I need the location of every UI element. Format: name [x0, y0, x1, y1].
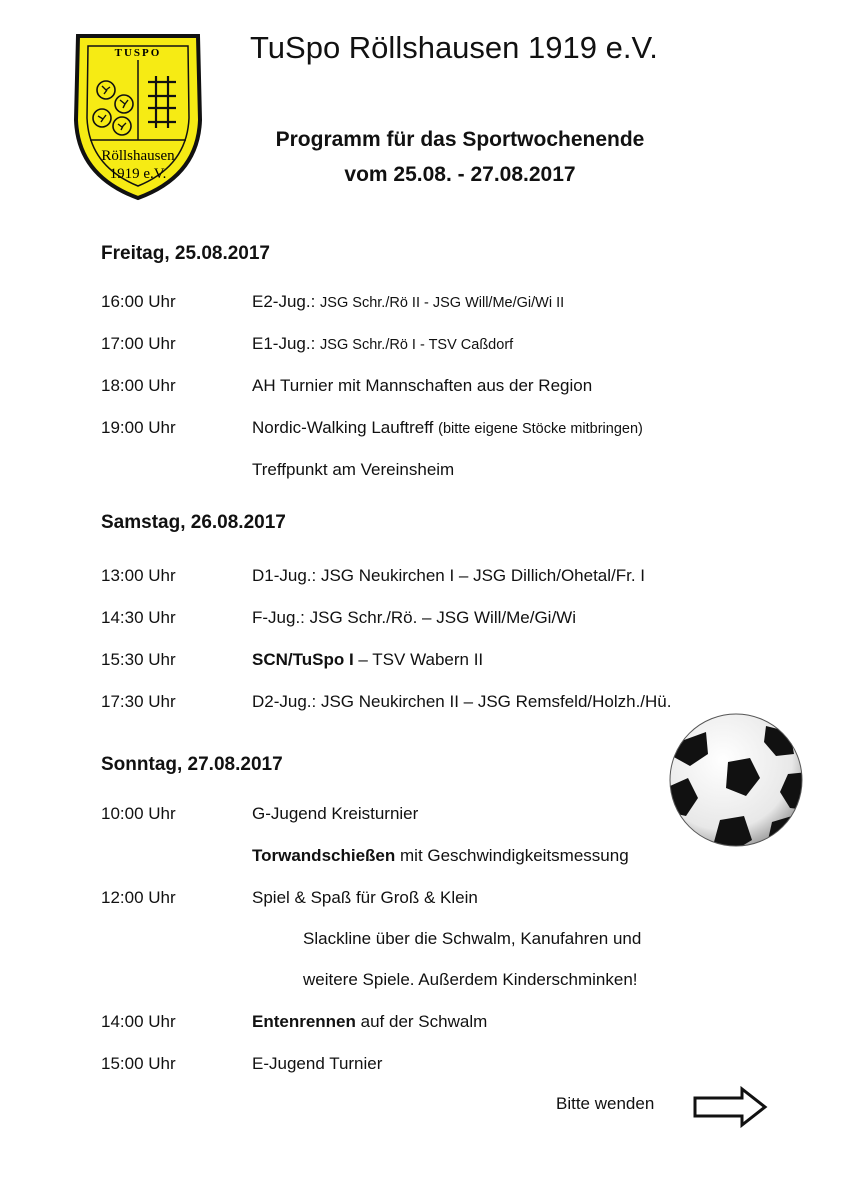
event-detail-line: weitere Spiele. Außerdem Kinderschminken!	[303, 970, 638, 989]
event-team-label: E2-Jug.:	[252, 292, 316, 311]
time-label: 14:00 Uhr	[101, 1012, 176, 1031]
day-heading-friday: Freitag, 25.08.2017	[101, 243, 270, 264]
time-label: 12:00 Uhr	[101, 888, 176, 907]
event-bold-label: Torwandschießen	[252, 846, 396, 865]
event-description	[252, 650, 483, 670]
event-bold-label: SCN/TuSpo I	[252, 650, 354, 669]
event-title: Nordic-Walking Lauftreff	[252, 418, 434, 437]
event-description: E-Jugend Turnier	[252, 1054, 383, 1073]
time-label: 19:00 Uhr	[101, 418, 176, 437]
event-description	[252, 418, 643, 438]
program-subtitle-2: vom 25.08. - 27.08.2017	[344, 163, 576, 186]
time-label: 13:00 Uhr	[101, 566, 176, 585]
time-label: 18:00 Uhr	[101, 376, 176, 395]
event-team-label: E1-Jug.:	[252, 334, 316, 353]
event-rest: auf der Schwalm	[360, 1012, 488, 1031]
logo-bottom-text-2: 1919 e.V.	[109, 166, 167, 182]
event-rest: mit Geschwindigkeitsmessung	[400, 846, 629, 865]
page-title: TuSpo Röllshausen 1919 e.V.	[250, 30, 658, 65]
time-label: 16:00 Uhr	[101, 292, 176, 311]
event-description	[252, 1012, 487, 1032]
event-description: D2-Jug.: JSG Neukirchen II – JSG Remsfeld/Holzh./Hü.	[252, 692, 672, 711]
event-description	[252, 846, 629, 866]
event-match-detail: JSG Schr./Rö I - TSV Caßdorf	[320, 337, 514, 353]
time-label: 10:00 Uhr	[101, 804, 176, 823]
event-description	[252, 292, 564, 312]
event-rest: – TSV Wabern II	[358, 650, 484, 669]
time-label: 15:00 Uhr	[101, 1054, 176, 1073]
event-description: Spiel & Spaß für Groß & Klein	[252, 888, 478, 907]
logo-bottom-text-1: Röllshausen	[101, 148, 175, 164]
soccer-ball-icon	[668, 712, 804, 848]
turn-page-label: Bitte wenden	[556, 1094, 655, 1113]
day-heading-sunday: Sonntag, 27.08.2017	[101, 754, 283, 775]
event-description: AH Turnier mit Mannschaften aus der Region	[252, 376, 593, 395]
event-description	[252, 334, 513, 354]
event-match-detail: JSG Schr./Rö II - JSG Will/Me/Gi/Wi II	[320, 295, 565, 311]
event-description: D1-Jug.: JSG Neukirchen I – JSG Dillich/Ohetal/Fr. I	[252, 566, 646, 585]
event-description: Treffpunkt am Vereinsheim	[252, 460, 455, 479]
day-heading-saturday: Samstag, 26.08.2017	[101, 512, 286, 533]
arrow-right-icon	[692, 1086, 768, 1128]
program-subtitle-1: Programm für das Sportwochenende	[275, 128, 645, 151]
time-label: 17:00 Uhr	[101, 334, 176, 353]
event-detail-line: Slackline über die Schwalm, Kanufahren und	[303, 929, 642, 948]
event-description: G-Jugend Kreisturnier	[252, 804, 419, 823]
event-description: F-Jug.: JSG Schr./Rö. – JSG Will/Me/Gi/Wi	[252, 608, 576, 627]
time-label: 17:30 Uhr	[101, 692, 176, 711]
logo-top-text: TUSPO	[114, 47, 162, 59]
event-bold-label: Entenrennen	[252, 1012, 356, 1031]
time-label: 14:30 Uhr	[101, 608, 176, 627]
event-note: (bitte eigene Stöcke mitbringen)	[438, 421, 643, 437]
time-label: 15:30 Uhr	[101, 650, 176, 669]
